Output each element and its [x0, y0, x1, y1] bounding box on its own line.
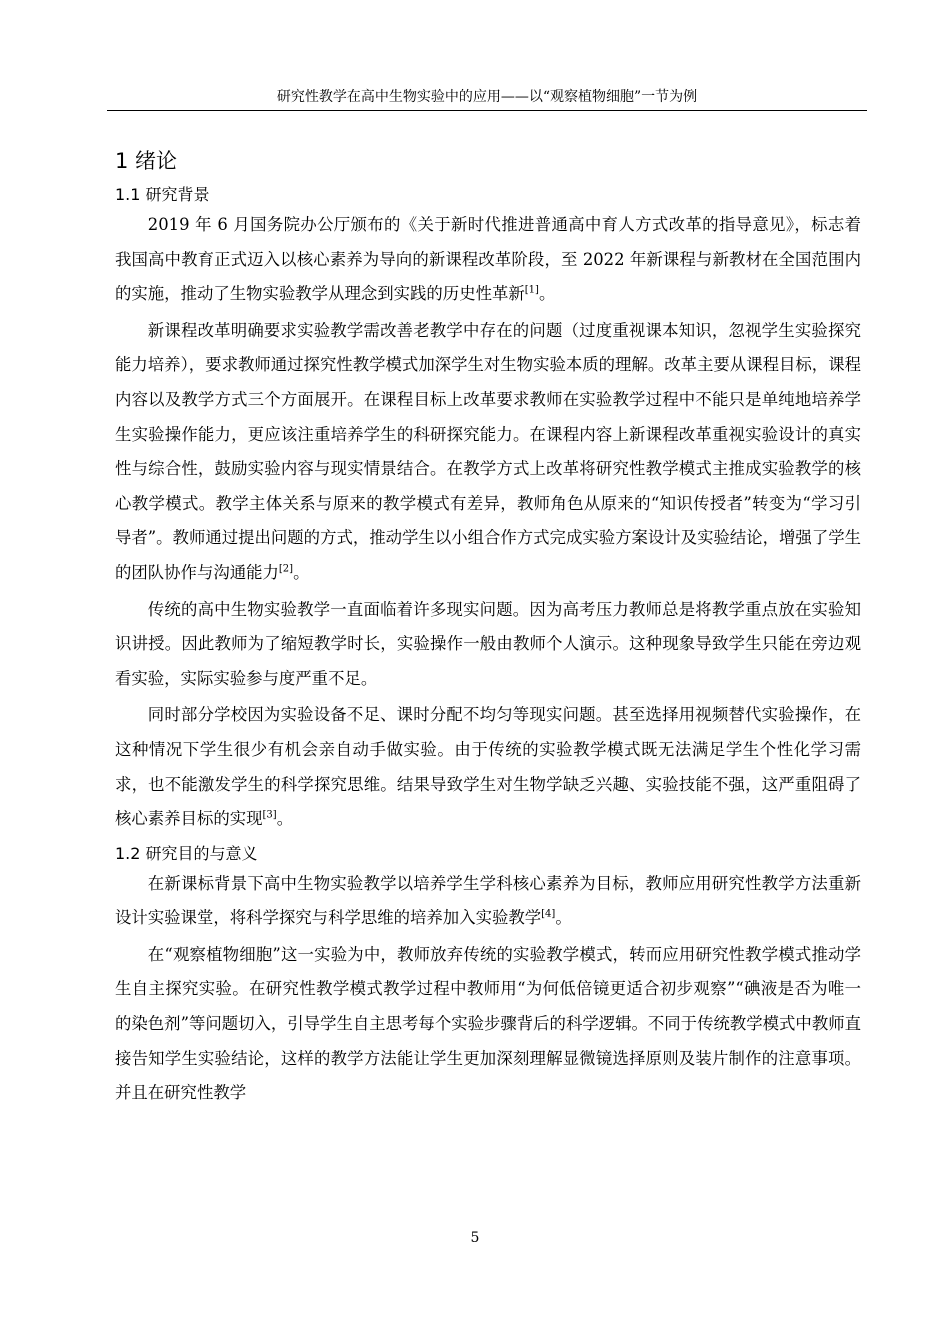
- paragraph: [115, 938, 861, 1111]
- paragraph-text: 在“观察植物细胞”这一实验为中，教师放弃传统的实验教学模式，转而应用研究性教学模式推动学生自主探究实验。在研究性教学模式教学过程中教师用“为何低倍镜更适合初步观察”“碘液是否为唯一的染色剂”等问题切入，引导学生自主思考每个实验步骤背后的科学逻辑。不同于传统教学模式中教师直接告知学生实验结论，这样的教学方法能让学生更加深刻理解显微镜选择原则及装片制作的注意事项。并且在研究性教学: [115, 944, 861, 1103]
- paragraph-end: 。: [276, 809, 294, 829]
- paragraph-text: 传统的高中生物实验教学一直面临着许多现实问题。因为高考压力教师总是将教学重点放在实验知识讲授。因此教师为了缩短教学时长，实验操作一般由教师个人演示。这种现象导致学生只能在旁边观看实验，实际实验参与度严重不足。: [115, 599, 861, 688]
- paragraph-text: 新课程改革明确要求实验教学需改善老教学中存在的问题（过度重视课本知识，忽视学生实验探究能力培养），要求教师通过探究性教学模式加深学生对生物实验本质的理解。改革主要从课程目标，课程内容以及教学方式三个方面展开。在课程目标上改革要求教师在实验教学过程中不能只是单纯地培养学生实验操作能力，更应该注重培养学生的科研探究能力。在课程内容上新课程改革重视实验设计的真实性与综合性，鼓励实验内容与现实情景结合。在教学方式上改革将研究性教学模式主推成实验教学的核心教学模式。教学主体关系与原来的教学模式有差异，教师角色从原来的“知识传授者”转变为“学习引导者”。教师通过提出问题的方式，推动学生以小组合作方式完成实验方案设计及实验结论，增强了学生的团队协作与沟通能力: [115, 320, 861, 582]
- paragraph: [115, 698, 861, 836]
- citation-mark: [1]: [524, 284, 539, 296]
- paragraph: [115, 867, 861, 936]
- page-body: [115, 146, 861, 1111]
- page-number: 5: [470, 1230, 480, 1246]
- paragraph-end: 。: [555, 908, 572, 928]
- citation-mark: [2]: [278, 563, 294, 575]
- paragraph: [115, 208, 861, 312]
- paragraph-text: 在新课标背景下高中生物实验教学以培养学生学科核心素养为目标，教师应用研究性教学方法重新设计实验课堂，将科学探究与科学思维的培养加入实验教学: [115, 873, 861, 928]
- paragraph: [115, 314, 861, 591]
- citation-mark: [3]: [262, 809, 277, 821]
- section-heading-research-background: 1.1 研究背景: [115, 185, 210, 204]
- paragraph: [115, 593, 861, 697]
- section-heading-purpose-significance: 1.2 研究目的与意义: [115, 843, 258, 863]
- paragraph-end: 。: [538, 284, 556, 304]
- chapter-heading: 1 绪论: [115, 149, 178, 173]
- running-header: 研究性教学在高中生物实验中的应用——以“观察植物细胞”一节为例: [276, 89, 698, 105]
- paragraph-end: 。: [293, 562, 310, 582]
- header-rule: [107, 110, 867, 111]
- paragraph-text: 同时部分学校因为实验设备不足、课时分配不均匀等现实问题。甚至选择用视频替代实验操作，在这种情况下学生很少有机会亲自动手做实验。由于传统的实验教学模式既无法满足学生个性化学习需求，也不能激发学生的科学探究思维。结果导致学生对生物学缺乏兴趣、实验技能不强，这严重阻碍了核心素养目标的实现: [115, 705, 861, 829]
- paragraph-text: 2019 年 6 月国务院办公厅颁布的《关于新时代推进普通高中育人方式改革的指导意见》，标志着我国高中教育正式迈入以核心素养为导向的新课程改革阶段，至 2022 年新课程与新教材在全国范围内的实施，推动了生物实验教学从理念到实践的历史性革新: [115, 215, 861, 304]
- citation-mark: [4]: [541, 908, 556, 920]
